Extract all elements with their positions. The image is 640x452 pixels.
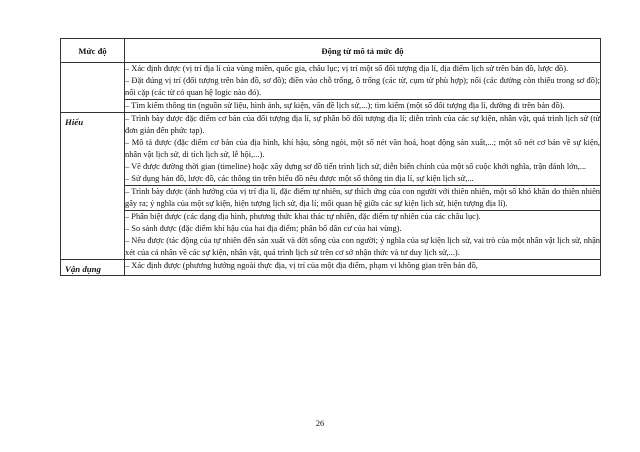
description-text: – So sánh được (đặc điểm khí hậu của hai địa điểm; phân bố dân cư của hai vùng). <box>125 224 402 233</box>
description-text: – Trình bày được (ảnh hưởng của vị trí địa lí, đặc điểm tự nhiên, sự thích ứng của con người với thiên nhiên, một số khó khăn do thiên nhiên gây ra; ý nghĩa của một sự kiện, hiện tượng lịch sử, địa lí; mối quan hệ giữa các sự kiện lịch sử, hiện tượng địa lí). <box>125 187 600 208</box>
table-row <box>61 113 601 186</box>
description-text: – Xác định được (phương hướng ngoài thực địa, vị trí của một địa điểm, phạm vi không gian trên bản đồ, <box>125 261 478 270</box>
page-number: 26 <box>315 418 325 428</box>
description-cell <box>125 211 601 260</box>
description-text: – Tìm kiếm thông tin (nguồn sử liệu, hình ảnh, sự kiện, vấn đề lịch sử,...); tìm kiếm (một số đối tượng địa lí, đường đi trên bản đồ). <box>125 101 565 110</box>
level-cell-van-dung: Vận dụng <box>61 260 125 276</box>
table-row <box>61 260 601 276</box>
description-cell <box>125 186 601 211</box>
table-row <box>61 100 601 113</box>
header-description: Động từ mô tả mức độ <box>125 39 601 63</box>
description-text: – Xác định được (vị trí địa lí của vùng miền, quốc gia, châu lục; vị trí một số đối tượng địa lí, địa điểm lịch sử trên bản đồ, lược đồ). <box>125 64 569 73</box>
description-text: – Vẽ được đường thời gian (timeline) hoặc xây dựng sơ đồ tiến trình lịch sử, diễn biến chính của một số cuộc khởi nghĩa, trận đánh lớn,... <box>125 162 587 171</box>
description-text: – Sử dụng bản đồ, lược đồ, các thông tin trên biểu đồ nêu được một số thông tin địa lí, sự kiện lịch sử,... <box>125 174 474 183</box>
description-text: – Mô tả được (đặc điểm cơ bản của địa hình, khí hậu, sông ngòi, một số nét văn hoá, hoạt động sản xuất,...; một số nét cơ bản về sự kiện, nhân vật lịch sử, di tích lịch sử, lễ hội,...). <box>125 138 600 159</box>
level-cell-hieu: Hiểu <box>61 113 125 260</box>
table-row <box>61 63 601 100</box>
table-row <box>61 186 601 211</box>
description-cell <box>125 100 601 113</box>
description-text: – Trình bày được đặc điểm cơ bản của đối tượng địa lí, sự phân bố đối tượng địa lí; diễn trình của các sự kiện, nhân vật, quá trình lịch sử (từ đơn giản đến phức tạp). <box>125 114 600 135</box>
description-text: – Đặt đúng vị trí (đối tượng trên bản đồ, sơ đồ); điền vào chỗ trống, ô trống (các từ, cụm từ phù hợp); nối (các đường còn thiếu trong sơ đồ); nối cặp (các từ có quan hệ logic nào đó). <box>125 76 600 97</box>
description-text: – Phân biệt được (các dạng địa hình, phương thức khai thác tự nhiên, đặc điểm tự nhiên của các châu lục). <box>125 212 481 221</box>
description-text: – Nêu được (tác động của tự nhiên đến sản xuất và đời sống của con người; ý nghĩa của sự kiện lịch sử, vai trò của một nhân vật lịch sử, nhận xét của cá nhân về các sự kiện, nhân vật, quá trình lịch sử trên cơ sở nhận thức và tư duy lịch sử,...). <box>125 236 600 257</box>
level-cell <box>61 63 125 113</box>
table-header-row <box>61 39 601 63</box>
criteria-table <box>60 38 601 276</box>
header-level: Mức độ <box>61 39 125 63</box>
description-cell <box>125 260 601 276</box>
description-cell <box>125 113 601 186</box>
table-row <box>61 211 601 260</box>
description-cell <box>125 63 601 100</box>
